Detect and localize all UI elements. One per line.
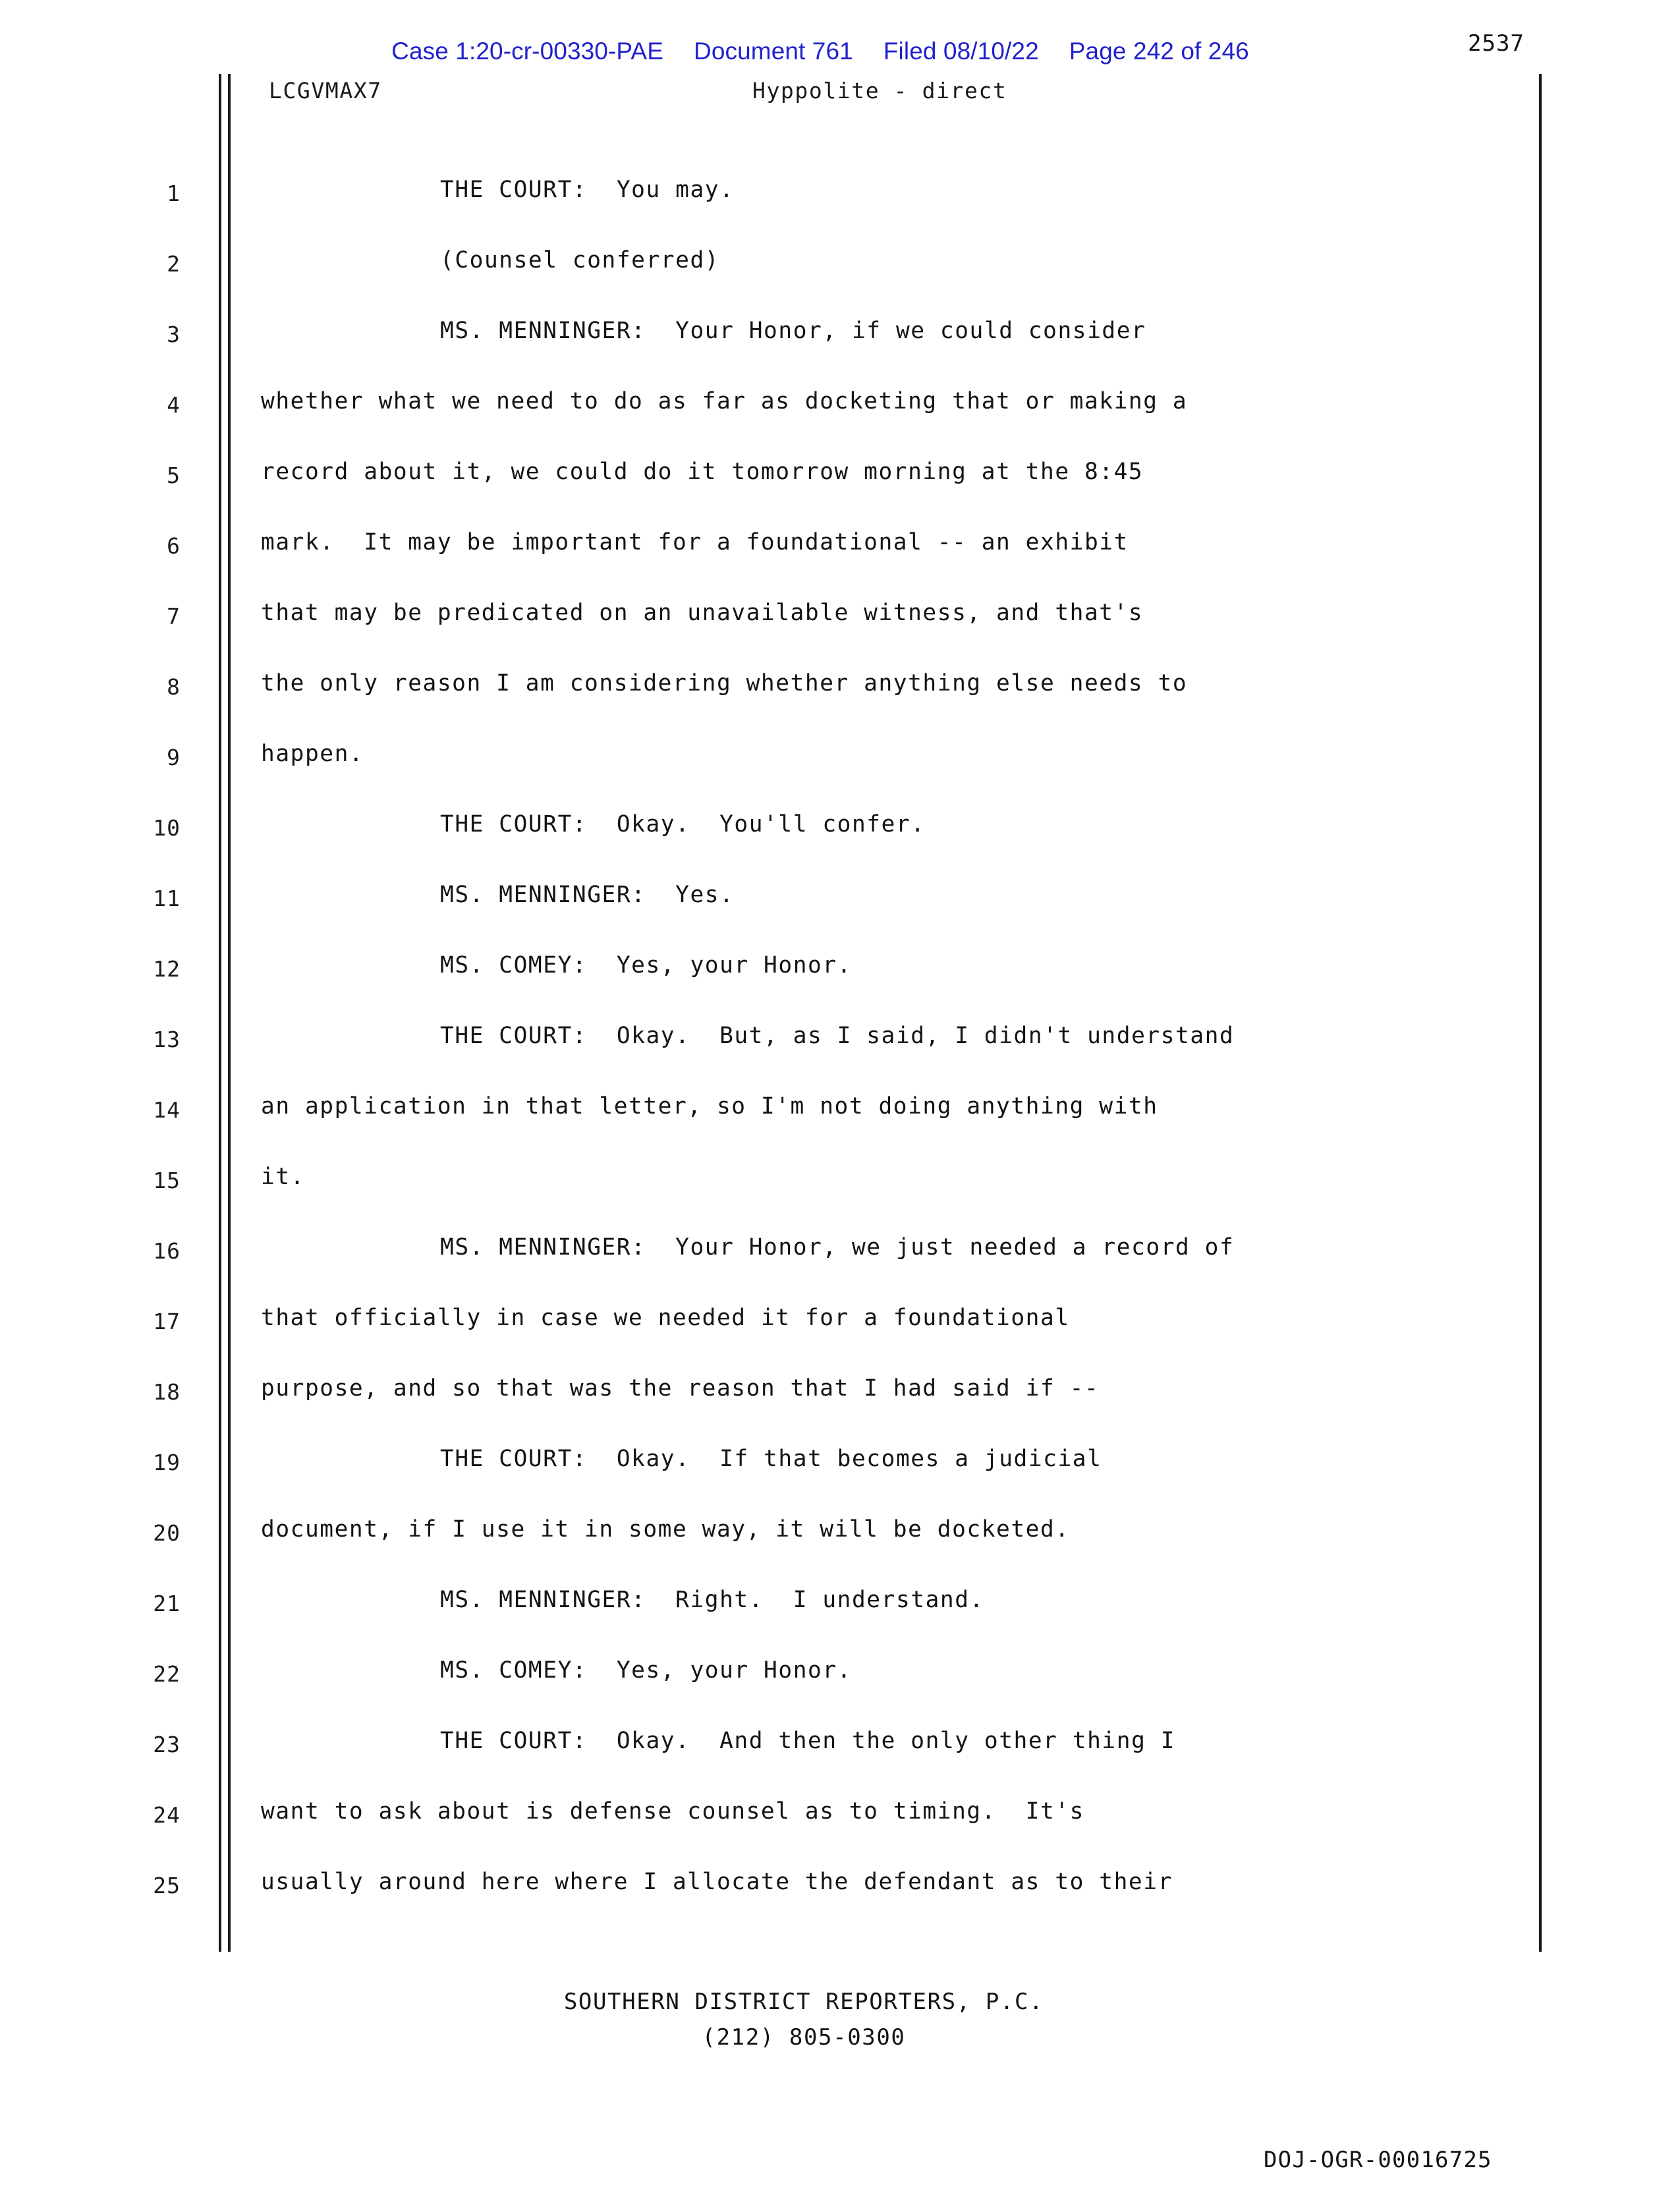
line-number: 23 <box>153 1732 181 1757</box>
line-text: THE COURT: Okay. And then the only other thing I <box>440 1728 1176 1754</box>
line-number: 22 <box>153 1661 181 1687</box>
line-number: 25 <box>153 1873 181 1898</box>
line-text: document, if I use it in some way, it will be docketed. <box>261 1516 1070 1543</box>
transcript-line <box>0 1506 1680 1576</box>
transcript-line <box>0 942 1680 1012</box>
line-number: 21 <box>153 1591 181 1616</box>
ecf-filed-date: Filed 08/10/22 <box>883 38 1039 65</box>
line-text: mark. It may be important for a foundational -- an exhibit <box>261 529 1129 555</box>
transcript-line <box>0 166 1680 237</box>
line-text: MS. COMEY: Yes, your Honor. <box>440 952 852 978</box>
line-text: an application in that letter, so I'm not doing anything with <box>261 1093 1158 1120</box>
line-text: that officially in case we needed it for a foundational <box>261 1305 1070 1331</box>
line-text: usually around here where I allocate the defendant as to their <box>261 1869 1173 1895</box>
line-text: purpose, and so that was the reason that I had said if -- <box>261 1375 1100 1402</box>
transcript-line <box>0 378 1680 448</box>
line-text: THE COURT: Okay. You'll confer. <box>440 811 926 837</box>
transcript-line <box>0 1224 1680 1294</box>
line-number: 11 <box>153 886 181 911</box>
transcript-line <box>0 589 1680 660</box>
transcript-line <box>0 1647 1680 1717</box>
line-number: 14 <box>153 1097 181 1123</box>
transcript-line <box>0 1788 1680 1858</box>
line-number: 17 <box>153 1309 181 1334</box>
line-number: 18 <box>153 1379 181 1405</box>
ecf-case-number: Case 1:20-cr-00330-PAE <box>391 38 663 65</box>
page-footer <box>0 1989 1680 2051</box>
line-text: that may be predicated on an unavailable witness, and that's <box>261 600 1144 626</box>
transcript-line <box>0 871 1680 942</box>
line-text: MS. MENNINGER: Yes. <box>440 882 735 908</box>
line-text: record about it, we could do it tomorrow morning at the 8:45 <box>261 459 1144 485</box>
transcript-line <box>0 730 1680 801</box>
running-head-center: Hyppolite - direct <box>752 78 1007 103</box>
line-text: THE COURT: You may. <box>440 177 735 203</box>
transcript-line <box>0 1576 1680 1647</box>
ecf-filing-stamp <box>0 32 1680 71</box>
bates-number: DOJ-OGR-00016725 <box>1264 2147 1492 2173</box>
transcript-line <box>0 1294 1680 1365</box>
page-number: 2537 <box>1468 30 1525 57</box>
transcript-line <box>0 1153 1680 1224</box>
transcript-line <box>0 237 1680 307</box>
line-number: 6 <box>167 533 181 559</box>
line-text: MS. MENNINGER: Your Honor, we just needed a record of <box>440 1234 1235 1261</box>
line-number: 24 <box>153 1802 181 1828</box>
line-number: 9 <box>167 745 181 770</box>
transcript-line <box>0 519 1680 589</box>
line-number: 4 <box>167 392 181 418</box>
transcript-line <box>0 307 1680 378</box>
line-number: 16 <box>153 1238 181 1264</box>
line-number: 12 <box>153 956 181 982</box>
reporter-phone: (212) 805-0300 <box>702 2024 906 2051</box>
reporter-name: SOUTHERN DISTRICT REPORTERS, P.C. <box>563 1989 1044 2015</box>
line-number: 8 <box>167 674 181 700</box>
line-text: MS. MENNINGER: Right. I understand. <box>440 1587 984 1613</box>
line-number: 1 <box>167 181 181 206</box>
transcript-line <box>0 801 1680 871</box>
transcript-body <box>0 166 1680 1929</box>
line-text: MS. MENNINGER: Your Honor, if we could consider <box>440 318 1146 344</box>
line-number: 3 <box>167 322 181 347</box>
line-number: 5 <box>167 463 181 488</box>
transcript-line <box>0 1012 1680 1083</box>
line-text: whether what we need to do as far as docketing that or making a <box>261 388 1188 414</box>
line-text: MS. COMEY: Yes, your Honor. <box>440 1657 852 1684</box>
line-text: THE COURT: Okay. If that becomes a judicial <box>440 1446 1102 1472</box>
line-text: happen. <box>261 741 364 767</box>
line-text: (Counsel conferred) <box>440 247 720 273</box>
line-text: THE COURT: Okay. But, as I said, I didn't understand <box>440 1023 1235 1049</box>
line-number: 15 <box>153 1168 181 1193</box>
transcript-line <box>0 1717 1680 1788</box>
ecf-document-number: Document 761 <box>694 38 853 65</box>
transcript-line <box>0 1365 1680 1435</box>
line-number: 13 <box>153 1027 181 1052</box>
transcript-line <box>0 448 1680 519</box>
transcript-line <box>0 1083 1680 1153</box>
line-number: 7 <box>167 604 181 629</box>
transcript-line <box>0 660 1680 730</box>
line-text: it. <box>261 1164 305 1190</box>
transcript-line <box>0 1858 1680 1929</box>
running-head-left: LCGVMAX7 <box>269 78 382 103</box>
line-text: want to ask about is defense counsel as to timing. It's <box>261 1798 1084 1825</box>
line-number: 19 <box>153 1450 181 1475</box>
line-number: 2 <box>167 251 181 277</box>
line-number: 20 <box>153 1520 181 1546</box>
line-text: the only reason I am considering whether anything else needs to <box>261 670 1188 696</box>
ecf-page-range: Page 242 of 246 <box>1069 38 1249 65</box>
line-number: 10 <box>153 815 181 841</box>
transcript-line <box>0 1435 1680 1506</box>
